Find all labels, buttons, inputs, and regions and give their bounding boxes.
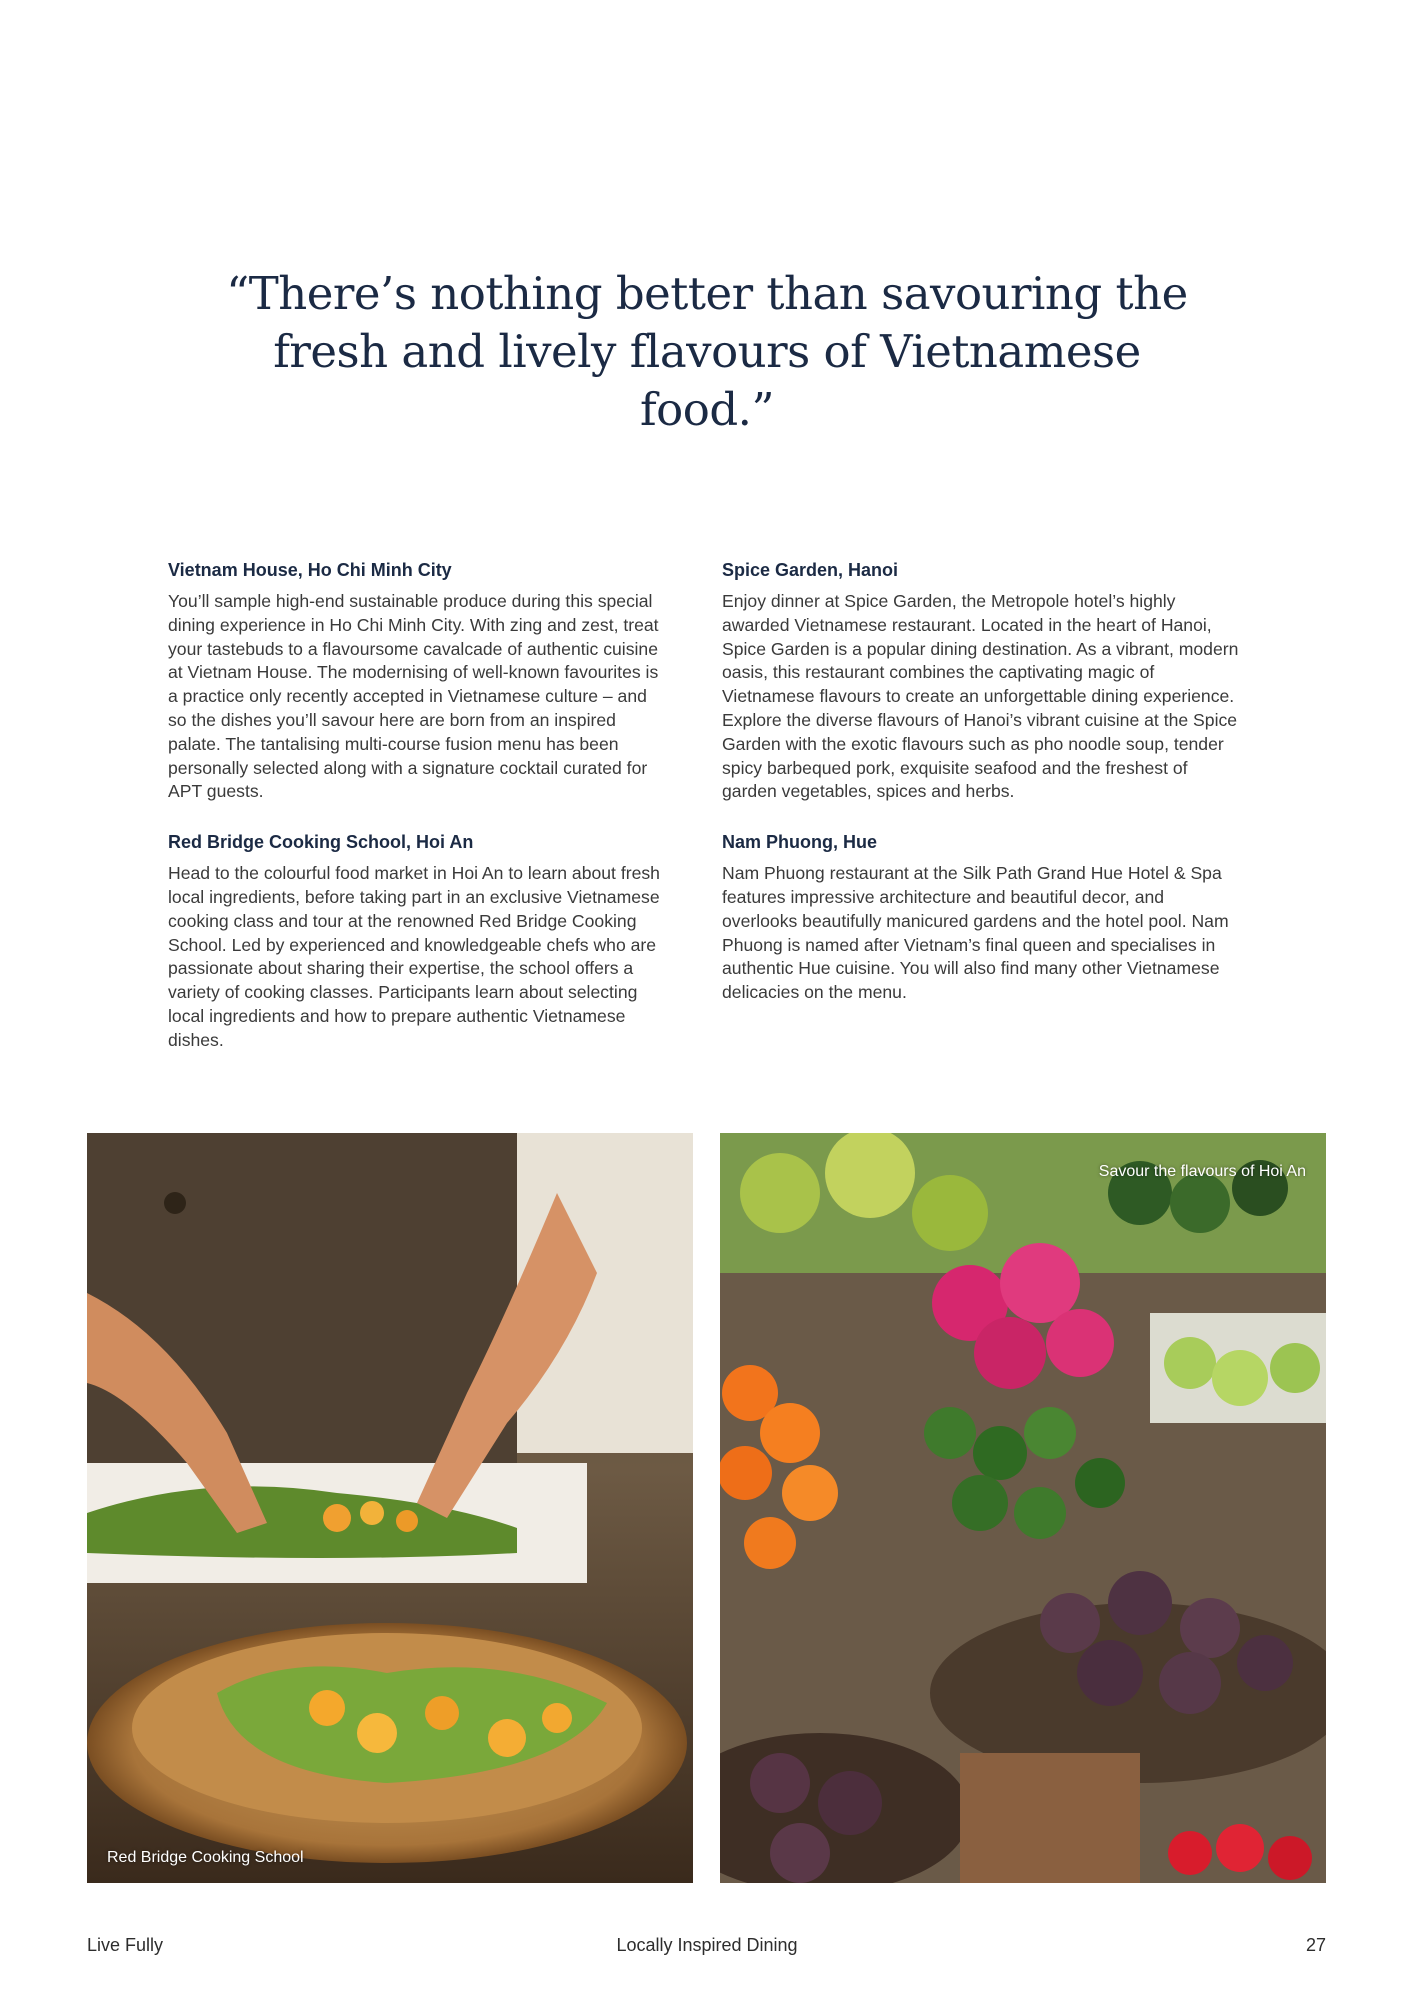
photo-caption: Savour the flavours of Hoi An	[1098, 1163, 1306, 1180]
page-number: 27	[1305, 1935, 1326, 1955]
pull-quote-line-1: “There’s nothing better than savouring the	[226, 267, 1188, 320]
fruit-market-illustration	[720, 1133, 1326, 1883]
section-vietnam-house	[168, 558, 668, 804]
section-red-bridge	[168, 830, 668, 1052]
section-title: Red Bridge Cooking School, Hoi An	[168, 832, 474, 853]
section-title: Nam Phuong, Hue	[722, 832, 878, 853]
section-title: Vietnam House, Ho Chi Minh City	[168, 560, 452, 580]
photo-caption: Red Bridge Cooking School	[107, 1849, 304, 1866]
section-body: Enjoy dinner at Spice Garden, the Metropole hotel’s highly awarded Vietnamese restaurant. Located in the heart of Hanoi, Spice Garden is a popular dining destination. As a vibrant, modern oasis, this restaurant combines the captivating magic of Vietnamese flavours to create an unforgettable dining experience. Explore the diverse flavours of Hanoi’s vibrant cuisine at the Spice Garden with the exotic flavours such as pho noodle soup, tender spicy barbequed pork, exquisite seafood and the freshest of garden vegetables, spices and herbs.	[722, 591, 1239, 802]
fruit-market-photo	[720, 1133, 1326, 1883]
section-spice-garden	[722, 558, 1242, 804]
section-body: You’ll sample high-end sustainable produce during this special dining experience in Ho Chi Minh City. With zing and zest, treat your tastebuds to a flavoursome cavalcade of authentic cuisine at Vietnam House. The modernising of well-known favourites is a practice only recently accepted in Vietnamese culture – and so the dishes you’ll savour here are born from an inspired palate. The tantalising multi-course fusion menu has been personally selected along with a signature cocktail curated for APT guests.	[168, 591, 659, 802]
footer-brand: Live Fully	[87, 1935, 164, 1955]
pull-quote	[200, 265, 1214, 439]
right-column	[722, 558, 1242, 1031]
section-nam-phuong	[722, 830, 1242, 1005]
section-body: Nam Phuong restaurant at the Silk Path Grand Hue Hotel & Spa features impressive architecture and beautiful decor, and overlooks beautifully manicured gardens and the hotel pool. Nam Phuong is named after Vietnam’s final queen and specialises in authentic Hue cuisine. You will also find many other Vietnamese delicacies on the menu.	[722, 863, 1229, 1003]
pull-quote-line-2: fresh and lively flavours of Vietnamese food.”	[273, 325, 1141, 436]
footer-section-title: Locally Inspired Dining	[616, 1935, 798, 1955]
section-body: Head to the colourful food market in Hoi An to learn about fresh local ingredients, before taking part in an exclusive Vietnamese cooking class and tour at the renowned Red Bridge Cooking School. Led by experienced and knowledgeable chefs who are passionate about sharing their expertise, the school offers a variety of cooking classes. Participants learn about selecting local ingredients and how to prepare authentic Vietnamese dishes.	[168, 863, 660, 1050]
cooking-class-photo	[87, 1133, 693, 1883]
left-column	[168, 558, 668, 1079]
section-title: Spice Garden, Hanoi	[722, 560, 899, 580]
cooking-class-illustration	[87, 1133, 693, 1883]
